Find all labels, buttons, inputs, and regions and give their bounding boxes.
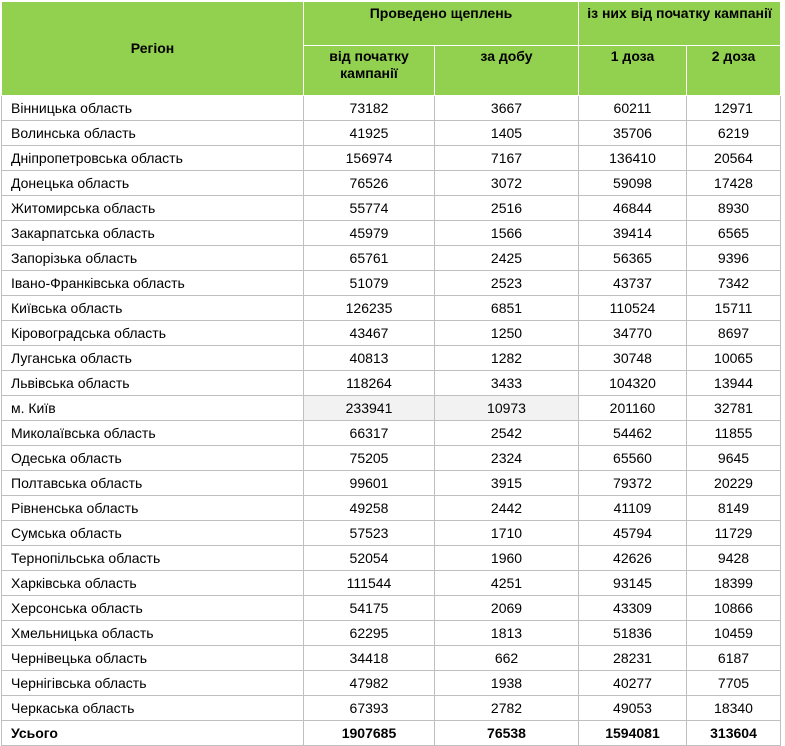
- dose2-cell: 8930: [687, 196, 781, 221]
- header-since-start: від початку кампанії: [304, 46, 435, 96]
- per-day-cell: 2782: [435, 696, 579, 721]
- dose2-cell: 15711: [687, 296, 781, 321]
- header-dose2: 2 доза: [687, 46, 781, 96]
- per-day-cell: 3072: [435, 171, 579, 196]
- region-cell: Хмельницька область: [2, 621, 304, 646]
- per-day-cell: 1938: [435, 671, 579, 696]
- dose1-cell: 39414: [579, 221, 687, 246]
- region-cell: Миколаївська область: [2, 421, 304, 446]
- dose2-cell: 20564: [687, 146, 781, 171]
- total-cell: 76526: [304, 171, 435, 196]
- per-day-cell: 1405: [435, 121, 579, 146]
- per-day-cell: 3915: [435, 471, 579, 496]
- dose1-cell: 93145: [579, 571, 687, 596]
- table-row: [2, 396, 781, 421]
- dose2-cell: 7705: [687, 671, 781, 696]
- table-row: [2, 546, 781, 571]
- per-day-cell: 3667: [435, 96, 579, 121]
- dose2-cell: 9428: [687, 546, 781, 571]
- per-day-cell: 10973: [435, 396, 579, 421]
- total-cell: 43467: [304, 321, 435, 346]
- header-row-1: [2, 2, 781, 46]
- total-row: [2, 721, 781, 746]
- table-header: [2, 2, 781, 96]
- per-day-cell: 2425: [435, 246, 579, 271]
- dose1-cell: 60211: [579, 96, 687, 121]
- dose2-cell: 8697: [687, 321, 781, 346]
- vaccination-table: [1, 1, 781, 746]
- dose2-cell: 18340: [687, 696, 781, 721]
- region-cell: Усього: [2, 721, 304, 746]
- per-day-cell: 2069: [435, 596, 579, 621]
- dose1-cell: 30748: [579, 346, 687, 371]
- total-cell: 118264: [304, 371, 435, 396]
- dose2-cell: 8149: [687, 496, 781, 521]
- total-cell: 62295: [304, 621, 435, 646]
- region-cell: Херсонська область: [2, 596, 304, 621]
- region-cell: Чернівецька область: [2, 646, 304, 671]
- table-row: [2, 496, 781, 521]
- per-day-cell: 1960: [435, 546, 579, 571]
- table-row: [2, 421, 781, 446]
- table-row: [2, 121, 781, 146]
- dose1-cell: 34770: [579, 321, 687, 346]
- dose1-cell: 40277: [579, 671, 687, 696]
- total-cell: 55774: [304, 196, 435, 221]
- table-row: [2, 646, 781, 671]
- dose1-cell: 45794: [579, 521, 687, 546]
- per-day-cell: 2516: [435, 196, 579, 221]
- per-day-cell: 2542: [435, 421, 579, 446]
- dose2-cell: 313604: [687, 721, 781, 746]
- region-cell: Вінницька область: [2, 96, 304, 121]
- dose2-cell: 11855: [687, 421, 781, 446]
- dose2-cell: 7342: [687, 271, 781, 296]
- per-day-cell: 1813: [435, 621, 579, 646]
- table-row: [2, 296, 781, 321]
- dose1-cell: 43737: [579, 271, 687, 296]
- total-cell: 47982: [304, 671, 435, 696]
- dose1-cell: 110524: [579, 296, 687, 321]
- per-day-cell: 1566: [435, 221, 579, 246]
- per-day-cell: 7167: [435, 146, 579, 171]
- header-vaccinations: Проведено щеплень: [304, 2, 579, 46]
- dose1-cell: 51836: [579, 621, 687, 646]
- per-day-cell: 2523: [435, 271, 579, 296]
- total-cell: 73182: [304, 96, 435, 121]
- region-cell: м. Київ: [2, 396, 304, 421]
- total-cell: 126235: [304, 296, 435, 321]
- table-row: [2, 621, 781, 646]
- dose1-cell: 59098: [579, 171, 687, 196]
- per-day-cell: 6851: [435, 296, 579, 321]
- region-cell: Київська область: [2, 296, 304, 321]
- total-cell: 67393: [304, 696, 435, 721]
- dose2-cell: 10459: [687, 621, 781, 646]
- region-cell: Тернопільська область: [2, 546, 304, 571]
- per-day-cell: 4251: [435, 571, 579, 596]
- per-day-cell: 1250: [435, 321, 579, 346]
- table-row: [2, 371, 781, 396]
- total-cell: 49258: [304, 496, 435, 521]
- table-row: [2, 271, 781, 296]
- region-cell: Львівська область: [2, 371, 304, 396]
- table-row: [2, 346, 781, 371]
- region-cell: Черкаська область: [2, 696, 304, 721]
- dose2-cell: 6565: [687, 221, 781, 246]
- region-cell: Донецька область: [2, 171, 304, 196]
- region-cell: Запорізька область: [2, 246, 304, 271]
- region-cell: Сумська область: [2, 521, 304, 546]
- dose2-cell: 17428: [687, 171, 781, 196]
- region-cell: Рівненська область: [2, 496, 304, 521]
- region-cell: Харківська область: [2, 571, 304, 596]
- table-row: [2, 521, 781, 546]
- total-cell: 34418: [304, 646, 435, 671]
- region-cell: Житомирська область: [2, 196, 304, 221]
- dose1-cell: 201160: [579, 396, 687, 421]
- total-cell: 111544: [304, 571, 435, 596]
- dose2-cell: 18399: [687, 571, 781, 596]
- dose2-cell: 20229: [687, 471, 781, 496]
- per-day-cell: 1282: [435, 346, 579, 371]
- table-row: [2, 96, 781, 121]
- total-cell: 66317: [304, 421, 435, 446]
- per-day-cell: 1710: [435, 521, 579, 546]
- table-row: [2, 671, 781, 696]
- dose1-cell: 65560: [579, 446, 687, 471]
- region-cell: Дніпропетровська область: [2, 146, 304, 171]
- dose1-cell: 104320: [579, 371, 687, 396]
- total-cell: 52054: [304, 546, 435, 571]
- region-cell: Івано-Франківська область: [2, 271, 304, 296]
- dose1-cell: 1594081: [579, 721, 687, 746]
- dose1-cell: 28231: [579, 646, 687, 671]
- total-cell: 51079: [304, 271, 435, 296]
- total-cell: 1907685: [304, 721, 435, 746]
- table-row: [2, 571, 781, 596]
- dose2-cell: 32781: [687, 396, 781, 421]
- table-row: [2, 596, 781, 621]
- total-cell: 233941: [304, 396, 435, 421]
- table-row: [2, 246, 781, 271]
- dose1-cell: 35706: [579, 121, 687, 146]
- dose1-cell: 54462: [579, 421, 687, 446]
- dose1-cell: 42626: [579, 546, 687, 571]
- per-day-cell: 662: [435, 646, 579, 671]
- per-day-cell: 2324: [435, 446, 579, 471]
- dose1-cell: 136410: [579, 146, 687, 171]
- dose2-cell: 10065: [687, 346, 781, 371]
- region-cell: Закарпатська область: [2, 221, 304, 246]
- header-region: Регіон: [2, 2, 304, 96]
- table-row: [2, 196, 781, 221]
- dose2-cell: 9645: [687, 446, 781, 471]
- dose1-cell: 41109: [579, 496, 687, 521]
- total-cell: 65761: [304, 246, 435, 271]
- dose2-cell: 12971: [687, 96, 781, 121]
- dose2-cell: 6187: [687, 646, 781, 671]
- dose2-cell: 11729: [687, 521, 781, 546]
- dose1-cell: 46844: [579, 196, 687, 221]
- header-dose1: 1 доза: [579, 46, 687, 96]
- table-row: [2, 696, 781, 721]
- dose1-cell: 49053: [579, 696, 687, 721]
- dose1-cell: 56365: [579, 246, 687, 271]
- dose2-cell: 13944: [687, 371, 781, 396]
- total-cell: 54175: [304, 596, 435, 621]
- region-cell: Волинська область: [2, 121, 304, 146]
- total-cell: 156974: [304, 146, 435, 171]
- total-cell: 40813: [304, 346, 435, 371]
- table-body: [2, 96, 781, 746]
- table-row: [2, 446, 781, 471]
- table-row: [2, 321, 781, 346]
- dose1-cell: 43309: [579, 596, 687, 621]
- table-row: [2, 221, 781, 246]
- total-cell: 57523: [304, 521, 435, 546]
- region-cell: Луганська область: [2, 346, 304, 371]
- header-per-day: за добу: [435, 46, 579, 96]
- table-row: [2, 171, 781, 196]
- dose1-cell: 79372: [579, 471, 687, 496]
- total-cell: 99601: [304, 471, 435, 496]
- total-cell: 41925: [304, 121, 435, 146]
- dose2-cell: 10866: [687, 596, 781, 621]
- total-cell: 45979: [304, 221, 435, 246]
- table-row: [2, 146, 781, 171]
- table-row: [2, 471, 781, 496]
- per-day-cell: 3433: [435, 371, 579, 396]
- region-cell: Одеська область: [2, 446, 304, 471]
- region-cell: Чернігівська область: [2, 671, 304, 696]
- dose2-cell: 6219: [687, 121, 781, 146]
- dose2-cell: 9396: [687, 246, 781, 271]
- region-cell: Кіровоградська область: [2, 321, 304, 346]
- per-day-cell: 2442: [435, 496, 579, 521]
- total-cell: 75205: [304, 446, 435, 471]
- per-day-cell: 76538: [435, 721, 579, 746]
- region-cell: Полтавська область: [2, 471, 304, 496]
- header-of-which: із них від початку кампанії: [579, 2, 781, 46]
